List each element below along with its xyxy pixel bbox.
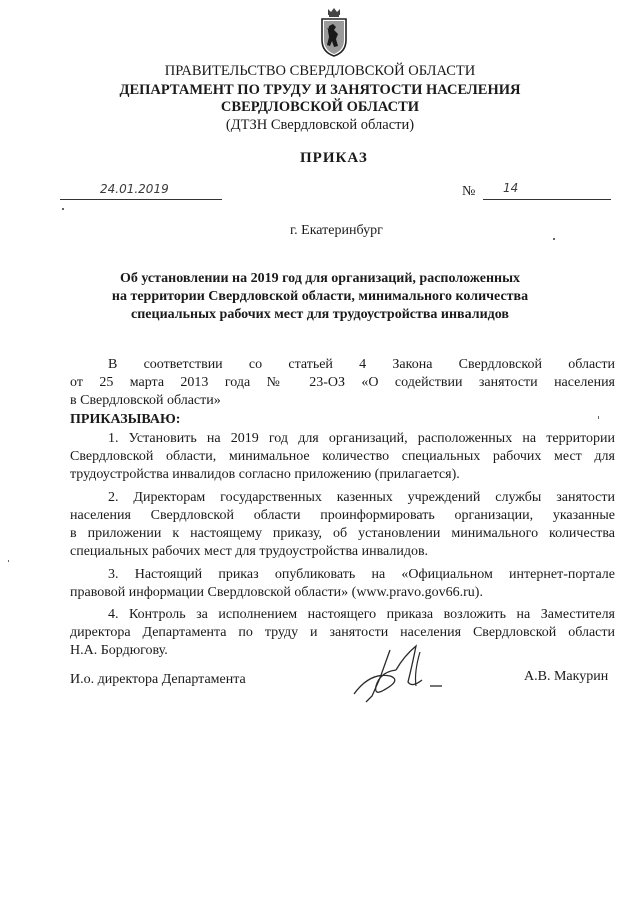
- signer-position: И.о. директора Департамента: [70, 672, 246, 687]
- list-item: [70, 566, 615, 602]
- item-line: 3. Настоящий приказ опубликовать на «Официальном интернет-портале: [108, 567, 615, 582]
- order-title: [0, 270, 640, 324]
- order-title-line: специальных рабочих мест для трудоустройства инвалидов: [131, 307, 509, 322]
- city: г. Екатеринбург: [290, 223, 383, 238]
- item-line: 4. Контроль за исполнением настоящего приказа возложить на Заместителя: [108, 607, 615, 622]
- item-line: директора Департамента по труду и занятости населения Свердловской области: [70, 625, 615, 640]
- preamble-line: В соответствии со статьей 4 Закона Свердловской области: [108, 357, 615, 372]
- item-line: специальных рабочих мест для трудоустройства инвалидов.: [70, 544, 429, 559]
- number-field: [483, 183, 611, 200]
- header-region: СВЕРДЛОВСКОЙ ОБЛАСТИ: [220, 99, 420, 115]
- date-field: [60, 183, 222, 200]
- header-department: ДЕПАРТАМЕНТ ПО ТРУДУ И ЗАНЯТОСТИ НАСЕЛЕНИЯ: [119, 82, 521, 98]
- order-title-line: Об установлении на 2019 год для организаций, расположенных: [119, 271, 521, 286]
- order-items: [70, 430, 615, 660]
- item-line: населения Свердловской области проинформировать организации, указанные: [70, 508, 615, 523]
- item-line: правовой информации Свердловской области» (www.pravo.gov66.ru).: [70, 585, 483, 600]
- signer-name: А.В. Макурин: [524, 669, 609, 684]
- number-handwritten: 14: [503, 181, 519, 195]
- preamble-line: от 25 марта 2013 года № 23-ОЗ «О содействии занятости населения: [70, 375, 615, 390]
- preamble: [70, 356, 615, 410]
- item-line: в приложении к настоящему приказу, об установлении минимального количества: [70, 526, 615, 541]
- order-word: ПРИКАЗЫВАЮ:: [70, 412, 181, 427]
- list-item: [70, 430, 615, 484]
- item-line: 2. Директорам государственных казенных учреждений службы занятости: [108, 490, 615, 505]
- order-title-line: на территории Свердловской области, минимального количества: [111, 289, 529, 304]
- header-abbreviation: (ДТЗН Свердловской области): [225, 117, 415, 133]
- coat-of-arms-icon: [319, 6, 349, 58]
- list-item: [70, 489, 615, 561]
- item-line: Свердловской области, минимальное количество специальных рабочих мест для: [70, 449, 615, 464]
- item-line: трудоустройства инвалидов согласно приложению (прилагается).: [70, 467, 460, 482]
- signature-mark: [350, 642, 450, 704]
- item-line: Н.А. Бордюгову.: [70, 643, 168, 658]
- header-gov-name: ПРАВИТЕЛЬСТВО СВЕРДЛОВСКОЙ ОБЛАСТИ: [164, 63, 476, 79]
- list-item: [70, 606, 615, 660]
- number-sign: №: [462, 184, 476, 199]
- doc-type: ПРИКАЗ: [300, 150, 368, 166]
- item-line: 1. Установить на 2019 год для организаций, расположенных на территории: [108, 431, 615, 446]
- date-handwritten: 24.01.2019: [100, 182, 169, 196]
- preamble-line: в Свердловской области»: [70, 393, 221, 408]
